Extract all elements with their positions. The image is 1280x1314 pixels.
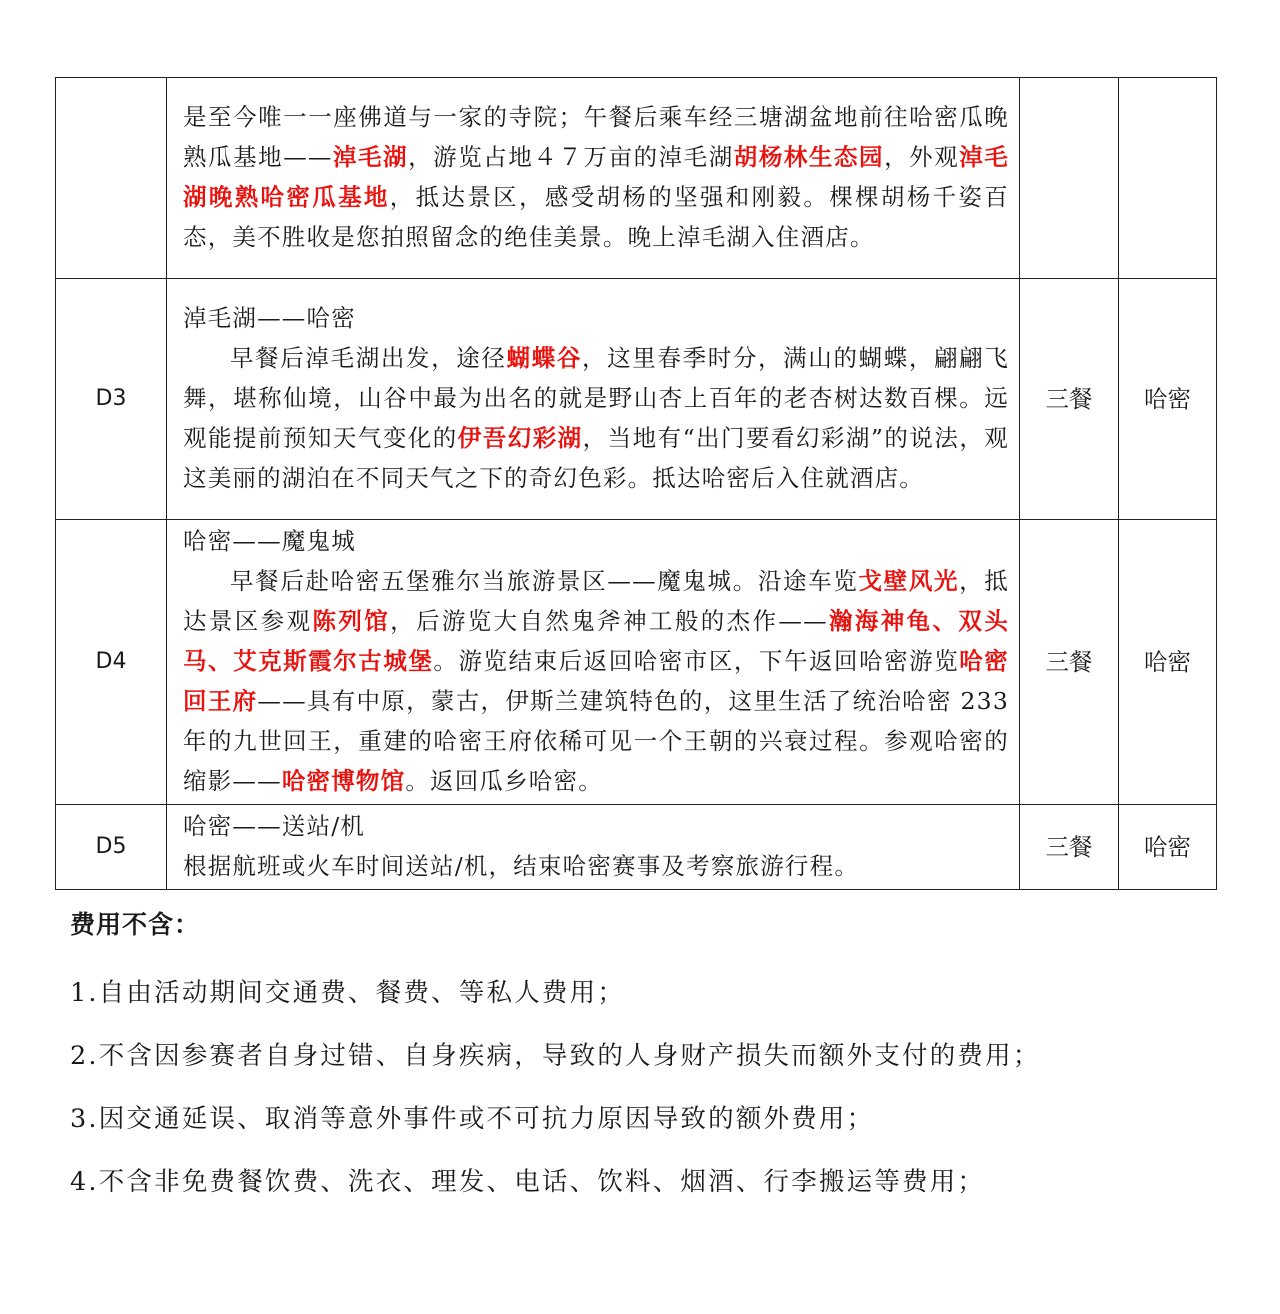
- text-segment: ——具有中原，蒙古，伊斯兰建筑特色的，这里生活了统治哈密 233 年的九世回王，重建的哈密王府依稀可见一个王朝的兴衰过程。参观哈密的缩影——: [183, 687, 1009, 795]
- description-text: 根据航班或火车时间送站/机，结束哈密赛事及考察旅游行程。: [183, 852, 860, 880]
- stay-cell: [1119, 78, 1217, 279]
- itinerary-row-d5: [56, 805, 1217, 890]
- text-segment: ，抵达景区，感受胡杨的坚强和刚毅。棵棵胡杨千姿百态，美不胜收是您拍照留念的绝佳美景。晚上淖毛湖入住酒店。: [183, 183, 1009, 251]
- highlighted-place: 淖毛湖晚熟哈密瓜基地: [183, 143, 1010, 211]
- route-title: 哈密——送站/机: [183, 812, 366, 840]
- text-segment: ，这里春季时分，满山的蝴蝶，翩翩飞舞，堪称仙境，山谷中最为出名的就是野山杏上百年的老杏树达数百棵。远观能提前预知天气变化的: [183, 344, 1009, 452]
- itinerary-row-d4: [56, 520, 1217, 805]
- fee-item: 4.不含非免费餐饮费、洗衣、理发、电话、饮料、烟酒、行李搬运等费用；: [70, 1167, 986, 1197]
- day-label: D5: [56, 805, 167, 890]
- itinerary-row-d3: [56, 279, 1217, 520]
- description-cell: [167, 520, 1020, 805]
- stay-label: 哈密: [1119, 279, 1217, 520]
- text-segment: 早餐后淖毛湖出发，途径: [230, 344, 507, 372]
- stay-label: 哈密: [1119, 805, 1217, 890]
- description-text: [167, 96, 1019, 260]
- highlighted-place: 陈列馆: [312, 607, 391, 635]
- text-segment: 是至今唯一一座佛道与一家的寺院；午餐后乘车经三塘湖盆地前往哈密瓜晚熟瓜基地——: [183, 103, 1009, 171]
- text-segment: ，抵达景区参观: [183, 567, 1009, 635]
- text-segment: ，外观: [884, 143, 960, 171]
- text-segment: 。返回瓜乡哈密。: [405, 767, 603, 795]
- day-label: D4: [56, 520, 167, 805]
- meal-cell: [1020, 78, 1119, 279]
- highlighted-place: 蝴蝶谷: [506, 344, 583, 372]
- route-title: 哈密——魔鬼城: [183, 527, 356, 555]
- highlighted-place: 戈壁风光: [858, 567, 960, 595]
- highlighted-place: 哈密博物馆: [281, 767, 406, 795]
- text-segment: ，游览占地４７万亩的淖毛湖: [408, 143, 734, 171]
- route-title: 淖毛湖——哈密: [183, 304, 356, 332]
- day-cell: [56, 78, 167, 279]
- text-segment: 。游览结束后返回哈密市区，下午返回哈密游览: [433, 647, 960, 675]
- day-label: D3: [56, 279, 167, 520]
- fee-item: 2.不含因参赛者自身过错、自身疾病，导致的人身财产损失而额外支付的费用；: [70, 1041, 1041, 1071]
- text-segment: ，后游览大自然鬼斧神工般的杰作——: [390, 607, 828, 635]
- fees-title: 费用不含：: [70, 910, 201, 939]
- highlighted-place: 哈密回王府: [183, 647, 1010, 715]
- meal-label: 三餐: [1020, 520, 1119, 805]
- description-text: [183, 338, 1009, 498]
- highlighted-place: 胡杨林生态园: [733, 143, 885, 171]
- fees-section: [70, 900, 1220, 1214]
- meal-label: 三餐: [1020, 805, 1119, 890]
- highlighted-place: 瀚海神龟、双头马、艾克斯霞尔古城堡: [183, 607, 1010, 675]
- description-cell: [167, 279, 1020, 520]
- itinerary-table: [55, 77, 1217, 890]
- description-text: [183, 561, 1009, 801]
- highlighted-place: 伊吾幻彩湖: [457, 424, 583, 452]
- itinerary-row-continued: [56, 78, 1217, 279]
- stay-label: 哈密: [1119, 520, 1217, 805]
- text-segment: 早餐后赴哈密五堡雅尔当旅游景区——魔鬼城。沿途车览: [230, 567, 859, 595]
- meal-label: 三餐: [1020, 279, 1119, 520]
- highlighted-place: 淖毛湖: [332, 143, 409, 171]
- description-cell: [167, 78, 1020, 279]
- text-segment: ，当地有“出门要看幻彩湖”的说法，观这美丽的湖泊在不同天气之下的奇幻色彩。抵达哈密后入住就酒店。: [183, 424, 1010, 492]
- fee-item: 1.自由活动期间交通费、餐费、等私人费用；: [70, 978, 626, 1008]
- fee-item: 3.因交通延误、取消等意外事件或不可抗力原因导致的额外费用；: [70, 1104, 875, 1134]
- description-cell: [167, 805, 1020, 890]
